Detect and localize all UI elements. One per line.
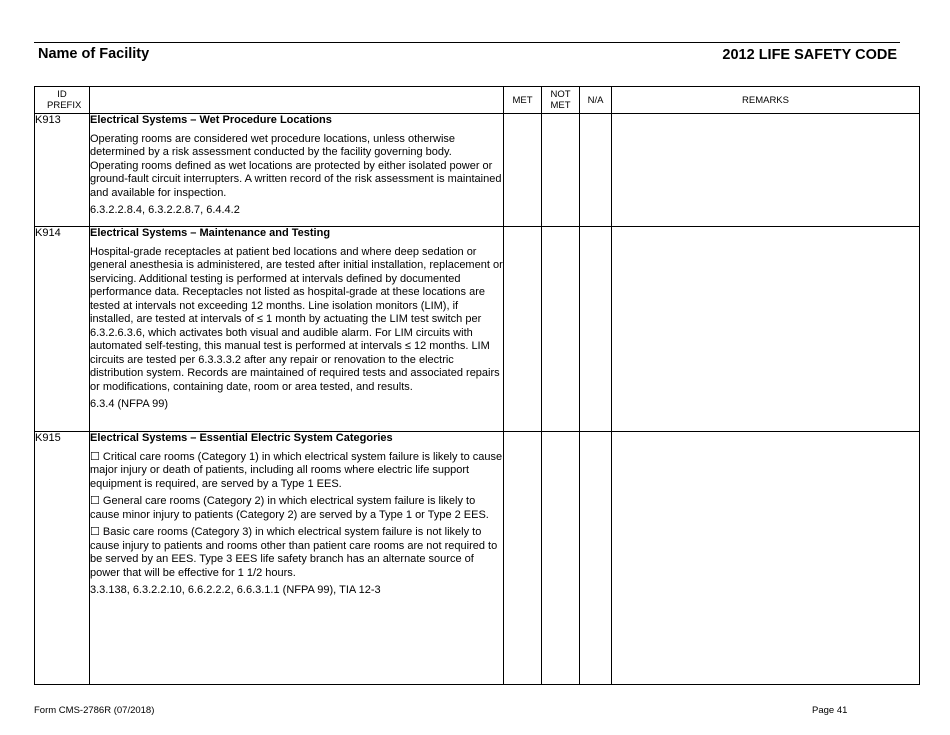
not-met-header: NOT MET — [542, 87, 580, 114]
row-title: Electrical Systems – Essential Electric System Categories — [90, 432, 393, 444]
row-paragraph: Hospital-grade receptacles at patient bed locations and where deep sedation or general anesthesia is administered, are tested after initial installation, replacement or servicing. Additional testing is performed at intervals defined by documented performance data. Receptacles not listed as hospital-grade at these locations are tested at intervals not exceeding 12 months. Line isolation monitors (LIM), if installed, are tested at intervals of ≤ 1 month by actuating the LIM test switch per 6.3.2.6.3.6, which activates both visual and audible alarm. For LIM circuits with automated self-testing, this manual test is performed at intervals ≤ 12 months. LIM circuits are tested per 6.3.3.3.2 after any repair or renovation to the electric distribution system. Records are maintained of required tests and associated repairs or modifications, containing date, room or area tested, and results. — [90, 245, 503, 393]
row-paragraph: ☐ General care rooms (Category 2) in which electrical system failure is likely to cause minor injury to patients (Category 2) are served by a Type 1 or Type 2 EES. — [90, 495, 489, 521]
row-id: K915 — [35, 432, 90, 685]
row-id: K914 — [35, 227, 90, 432]
id-prefix-header: ID PREFIX — [35, 87, 90, 114]
table-header-row — [35, 87, 920, 114]
table-row — [35, 114, 920, 227]
row-reference: 3.3.138, 6.3.2.2.10, 6.6.2.2.2, 6.6.3.1.1 (NFPA 99), TIA 12-3 — [90, 584, 381, 596]
not-met-cell[interactable] — [542, 114, 580, 227]
met-cell[interactable] — [504, 432, 542, 685]
remarks-cell[interactable] — [612, 227, 920, 432]
remarks-cell[interactable] — [612, 432, 920, 685]
row-title: Electrical Systems – Maintenance and Testing — [90, 227, 331, 239]
table-row — [35, 432, 920, 685]
met-cell[interactable] — [504, 114, 542, 227]
row-paragraph: ☐ Basic care rooms (Category 3) in which electrical system failure is not likely to cause injury to patients and rooms other than patient care rooms are not required to be served by an EES. Type 3 EES life safety branch has an alternate source of power that will be effective for 1 1/2 hours. — [90, 526, 498, 579]
remarks-header: REMARKS — [612, 87, 920, 114]
code-title: 2012 LIFE SAFETY CODE — [722, 47, 897, 63]
facility-name-label: Name of Facility — [38, 46, 150, 62]
met-header: MET — [504, 87, 542, 114]
row-reference: 6.3.4 (NFPA 99) — [90, 398, 169, 410]
description-header — [90, 87, 504, 114]
met-cell[interactable] — [504, 227, 542, 432]
row-id: K913 — [35, 114, 90, 227]
remarks-cell[interactable] — [612, 114, 920, 227]
page-number: Page 41 — [812, 705, 848, 716]
row-description — [90, 114, 504, 227]
table-row — [35, 227, 920, 432]
na-cell[interactable] — [580, 227, 612, 432]
row-description — [90, 432, 504, 685]
form-number: Form CMS-2786R (07/2018) — [34, 705, 155, 716]
not-met-cell[interactable] — [542, 227, 580, 432]
na-cell[interactable] — [580, 114, 612, 227]
na-header: N/A — [580, 87, 612, 114]
not-met-cell[interactable] — [542, 432, 580, 685]
row-description — [90, 227, 504, 432]
na-cell[interactable] — [580, 432, 612, 685]
row-paragraph: Operating rooms are considered wet procedure locations, unless otherwise determined by a risk assessment conducted by the facility governing body. Operating rooms defined as wet locations are protected by either isolated power or ground-fault circuit interrupters. A written record of the risk assessment is maintained and available for inspection. — [90, 132, 502, 199]
row-paragraph: ☐ Critical care rooms (Category 1) in which electrical system failure is likely to cause major injury or death of patients, including all rooms where electric life support equipment is required, are served by a Type 1 EES. — [90, 450, 503, 490]
row-title: Electrical Systems – Wet Procedure Locations — [90, 114, 332, 126]
survey-table — [34, 86, 920, 685]
header-rule — [34, 42, 900, 43]
row-reference: 6.3.2.2.8.4, 6.3.2.2.8.7, 6.4.4.2 — [90, 204, 240, 216]
